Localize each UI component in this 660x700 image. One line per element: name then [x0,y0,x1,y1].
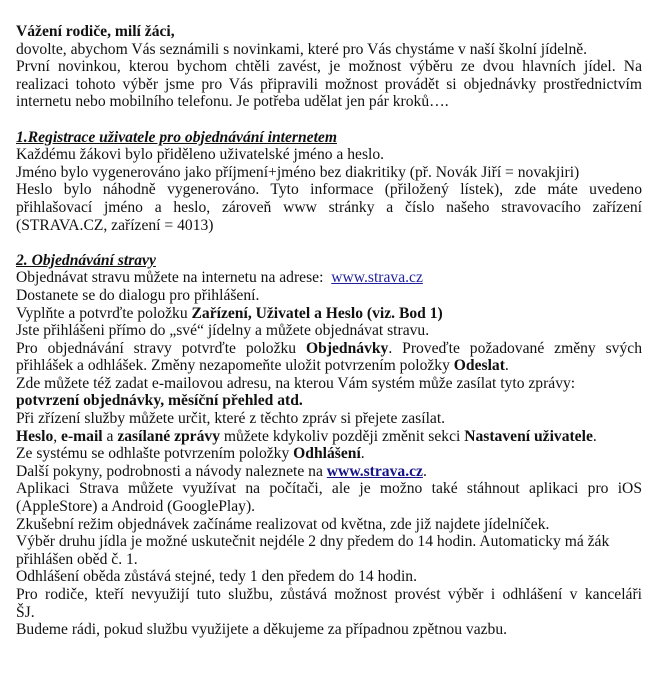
intro-line: internetu nebo mobilního telefonu. Je potřeba udělat jen pár kroků…. [16,93,449,111]
section-2-line: Budeme rádi, pokud službu využijete a děkujeme za případnou zpětnou vazbu. [16,621,508,639]
section-2-line [16,269,642,287]
spacer [16,111,642,129]
intro-line: dovolte, abychom Vás seznámili s novinkami, které pro Vás chystáme v naší školní jídelně. [16,40,588,58]
bold-text: Heslo [16,427,54,445]
section-1-line: Jméno bylo vygenerováno jako příjmení+jméno bez diakritiky (př. Novák Jiří = novakjiri) [16,163,580,181]
text: Další pokyny, podrobnosti a návody naleznete na [16,462,327,480]
bold-text: zasílané zprávy [117,427,220,445]
spacer [16,234,642,252]
section-2-line: (AppleStore) a Android (GooglePlay). [16,498,256,516]
section-2-line: ŠJ. [16,603,35,621]
strava-link[interactable]: www.strava.cz [331,269,423,287]
section-2-line: Jste přihlášeni přímo do „své“ jídelny a můžete objednávat stravu. [16,322,430,340]
section-2-line: Zkušební režim objednávek začínáme realizovat od května, zde již najdete jídelníček. [16,515,550,533]
section-2-line [16,463,642,481]
text: Ze systému se odhlašte potvrzením položky [16,445,294,463]
section-2-line [16,428,642,446]
section-2-line [16,305,642,323]
section-2-line: Pro rodiče, kteří nevyužijí tuto službu, zůstává možnost provést výběr i odhlášení v kanceláři [16,586,642,603]
bold-text: potvrzení objednávky, měsíční přehled atd. [16,392,303,410]
section-1-line: Heslo bylo náhodně vygenerováno. Tyto informace (přiložený lístek), zde máte uvedeno [16,181,642,199]
text: Pro objednávání stravy potvrďte položku [16,339,307,357]
section-2-line: Při zřízení služby můžete určit, které z těchto zpráv si přejete zasílat. [16,410,446,428]
section-2-line: Dostanete se do dialogu pro přihlášení. [16,286,260,304]
strava-link-bold[interactable]: www.strava.cz [326,462,423,480]
text: . [592,427,597,445]
text: můžete kdykoliv později změnit sekci [220,427,465,445]
section-1-line: (STRAVA.CZ, zařízení = 4013) [16,216,214,234]
section-2-line: Výběr druhu jídla je možné uskutečnit nejdéle 2 dny předem do 14 hodin. Automaticky má žák [16,533,610,551]
section-2-heading: 2. Objednávání stravy [16,251,156,269]
text: Objednávat stravu můžete na internetu na adrese: [16,269,332,287]
section-2-line [16,340,642,358]
bold-text: Odhlášení [293,445,361,463]
bold-text: Zařízení, Uživatel a Heslo (viz. Bod 1) [191,304,443,322]
text: , [53,427,62,445]
section-2-line: přihlášen oběd č. 1. [16,550,138,568]
section-2-line: Aplikaci Strava můžete využívat na počítači, ale je možno také stáhnout aplikaci pro iOS [16,480,642,498]
section-1-line: Každému žákovi bylo přiděleno uživatelské jméno a heslo. [16,146,385,164]
intro-line: realizaci tohoto výběr jsme pro Vás připravili možnost provádět si objednávky prostřednictvím [16,75,642,93]
text: a [102,427,118,445]
greeting: Vážení rodiče, milí žáci, [16,23,175,40]
section-2-line: Zde můžete též zadat e-mailovou adresu, na kterou Vám systém může zasílat tyto zprávy: [16,374,576,392]
section-1-heading: 1.Registrace uživatele pro objednávání internetem [16,128,337,146]
text: . Proveďte požadované změny svých [388,339,642,357]
section-2-line [16,392,642,410]
intro-line: První novinkou, kterou bychom chtěli zavést, je možnost výběru ze dvou hlavních jídel. Na [16,58,642,76]
text: . [504,357,509,375]
bold-text: e-mail [61,427,103,445]
text: přihlášek a odhlášek. Změny nezapomeňte uložit potvrzením položky [16,357,454,375]
bold-text: Odeslat [453,357,505,375]
section-2-line [16,357,642,375]
section-2-line: Odhlášení oběda zůstává stejné, tedy 1 den předem do 14 hodin. [16,568,417,586]
bold-text: Objednávky [306,339,389,357]
section-1-line: přihlašovací jméno a heslo, zároveň www stránky a číslo našeho stravovacího zařízení [16,198,642,216]
text: . [422,462,427,480]
text: . [360,445,365,463]
bold-text: Nastavení uživatele [464,427,593,445]
text: Vyplňte a potvrďte položku [16,304,192,322]
section-2-line [16,445,642,463]
